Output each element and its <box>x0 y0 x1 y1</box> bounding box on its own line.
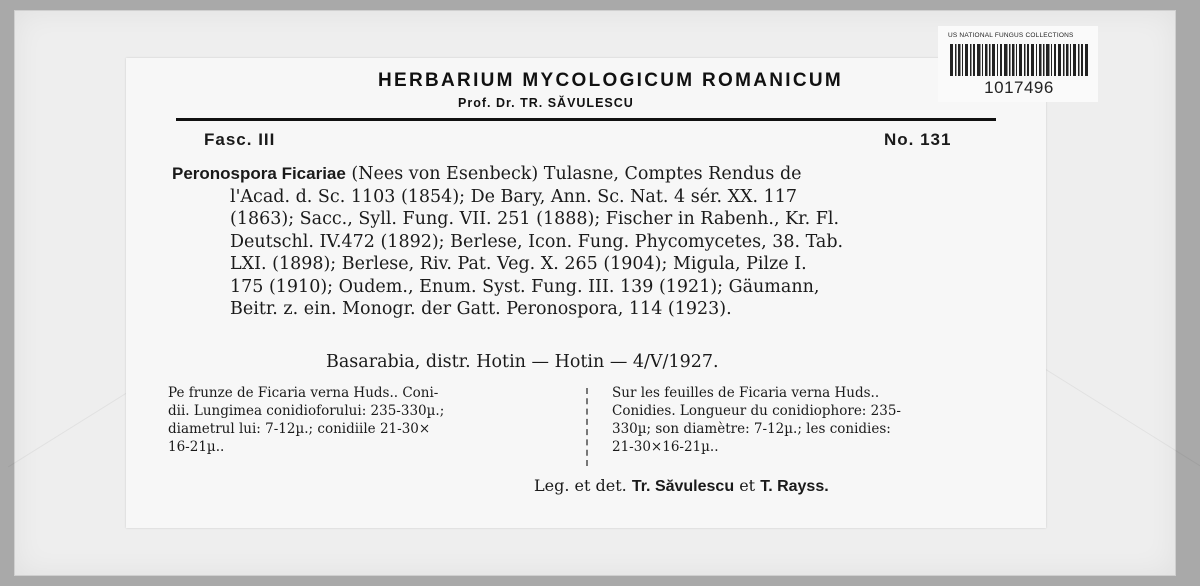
citation-line: LXI. (1898); Berlese, Riv. Pat. Veg. X. 265 (1904); Migula, Pilze I. <box>230 254 807 274</box>
collector-conjunction: et <box>739 476 756 495</box>
french-description <box>612 384 1000 456</box>
herbarium-director: Prof. Dr. TR. SĂVULESCU <box>458 96 634 110</box>
description-line: 21-30×16-21µ.. <box>612 439 719 455</box>
collector-prefix: Leg. et det. <box>534 476 627 495</box>
description-line: dii. Lungimea conidioforului: 235-330µ.; <box>168 403 445 419</box>
citation-line: l'Acad. d. Sc. 1103 (1854); De Bary, Ann. Sc. Nat. 4 sér. XX. 117 <box>230 186 798 207</box>
description-line: diametrul lui: 7-12µ.; conidiile 21-30× <box>168 421 431 437</box>
barcode-collection-name: US NATIONAL FUNGUS COLLECTIONS <box>948 32 1074 39</box>
description-line: Pe frunze de Ficaria verna Huds.. Coni- <box>168 385 439 401</box>
description-line: 330µ; son diamètre: 7-12µ.; les conidies: <box>612 421 891 437</box>
romanian-description <box>168 384 556 456</box>
barcode-label <box>938 26 1098 102</box>
barcode-number: 1017496 <box>984 78 1054 97</box>
column-divider <box>586 388 588 466</box>
citation-line: Deutschl. IV.472 (1892); Berlese, Icon. Fung. Phycomycetes, 38. Tab. <box>230 231 844 252</box>
herbarium-title: HERBARIUM MYCOLOGICUM ROMANICUM <box>378 70 843 91</box>
collection-locality: Basarabia, distr. Hotin — Hotin — 4/V/1927. <box>326 352 719 372</box>
citation-line: 175 (1910); Oudem., Enum. Syst. Fung. III. 139 (1921); Gäumann, <box>230 276 820 297</box>
collector-name: T. Rayss. <box>760 478 829 495</box>
description-line: 16-21µ.. <box>168 439 225 455</box>
citation-line: (1863); Sacc., Syll. Fung. VII. 251 (1888); Fischer in Rabenh., Kr. Fl. <box>230 209 840 229</box>
description-line: Conidies. Longueur du conidiophore: 235- <box>612 403 901 419</box>
description-line: Sur les feuilles de Ficaria verna Huds.. <box>612 385 880 401</box>
species-name: Peronospora Ficariae <box>172 164 346 183</box>
header-rule <box>176 118 996 121</box>
citation-line: Beitr. z. ein. Monogr. der Gatt. Peronospora, 114 (1923). <box>230 299 732 319</box>
fascicle-number: Fasc. III <box>204 130 276 149</box>
species-citation <box>172 163 996 321</box>
collector-line <box>534 476 829 496</box>
citation-line: Peronospora Ficariae (Nees von Esenbeck) Tulasne, Comptes Rendus de <box>172 164 802 184</box>
barcode-icon <box>950 44 1088 76</box>
collector-name: Tr. Săvulescu <box>631 478 735 495</box>
specimen-number: No. 131 <box>884 130 952 149</box>
